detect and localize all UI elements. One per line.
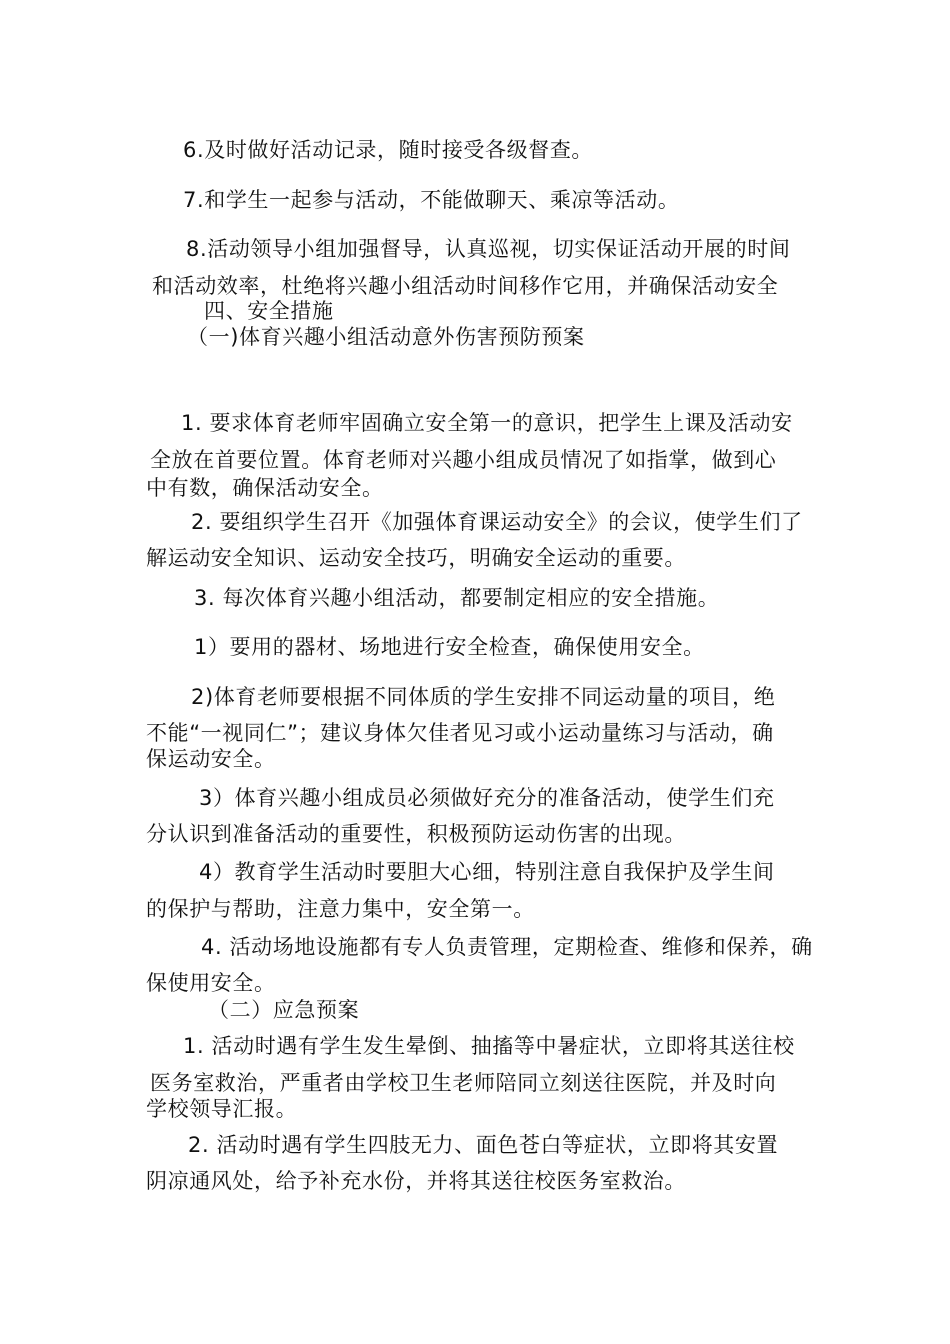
prevention-4-line-2: 保使用安全。 xyxy=(146,971,276,995)
emergency-1-line-3: 学校领导汇报。 xyxy=(146,1097,298,1121)
emergency-2-line-1: 2. 活动时遇有学生四肢无力、面色苍白等症状，立即将其安置 xyxy=(188,1133,779,1157)
measure-4-line-2: 的保护与帮助，注意力集中，安全第一。 xyxy=(146,897,535,921)
measure-2-line-2: 不能“一视同仁”；建议身体欠佳者见习或小运动量练习与活动，确 xyxy=(146,721,774,745)
prevention-1-line-1: 1. 要求体育老师牢固确立安全第一的意识，把学生上课及活动安 xyxy=(181,411,793,435)
prevention-4-line-1: 4. 活动场地设施都有专人负责管理，定期检查、维修和保养，确 xyxy=(201,935,813,959)
item-8-line-1: 8.活动领导小组加强督导，认真巡视，切实保证活动开展的时间 xyxy=(186,237,791,261)
item-8-line-2: 和活动效率，杜绝将兴趣小组活动时间移作它用，并确保活动安全 xyxy=(152,274,779,298)
measure-2-line-3: 保运动安全。 xyxy=(146,747,276,771)
section-4-heading: 四、安全措施 xyxy=(204,299,334,323)
subsection-2-heading: （二）应急预案 xyxy=(208,998,360,1022)
item-6-line: 6.及时做好活动记录，随时接受各级督查。 xyxy=(183,138,594,162)
prevention-1-line-3: 中有数，确保活动安全。 xyxy=(146,476,384,500)
measure-4-line-1: 4）教育学生活动时要胆大心细，特别注意自我保护及学生间 xyxy=(199,860,775,884)
item-7-line: 7.和学生一起参与活动，不能做聊天、乘凉等活动。 xyxy=(183,188,680,212)
measure-3-line-1: 3）体育兴趣小组成员必须做好充分的准备活动，使学生们充 xyxy=(199,786,775,810)
measure-1-line: 1）要用的器材、场地进行安全检查，确保使用安全。 xyxy=(194,635,705,659)
prevention-1-line-2: 全放在首要位置。体育老师对兴趣小组成员情况了如指掌，做到心 xyxy=(150,448,777,472)
subsection-1-heading: （一)体育兴趣小组活动意外伤害预防预案 xyxy=(187,325,585,349)
prevention-3-line: 3. 每次体育兴趣小组活动，都要制定相应的安全措施。 xyxy=(194,586,720,610)
prevention-2-line-2: 解运动安全知识、运动安全技巧，明确安全运动的重要。 xyxy=(146,546,686,570)
emergency-1-line-1: 1. 活动时遇有学生发生晕倒、抽搐等中暑症状，立即将其送往校 xyxy=(183,1034,795,1058)
emergency-1-line-2: 医务室救治，严重者由学校卫生老师陪同立刻送往医院，并及时向 xyxy=(150,1071,777,1095)
measure-3-line-2: 分认识到准备活动的重要性，积极预防运动伤害的出现。 xyxy=(146,822,686,846)
prevention-2-line-1: 2. 要组织学生召开《加强体育课运动安全》的会议，使学生们了 xyxy=(191,510,803,534)
emergency-2-line-2: 阴凉通风处，给予补充水份，并将其送往校医务室救治。 xyxy=(146,1169,686,1193)
measure-2-line-1: 2)体育老师要根据不同体质的学生安排不同运动量的项目，绝 xyxy=(191,685,776,709)
